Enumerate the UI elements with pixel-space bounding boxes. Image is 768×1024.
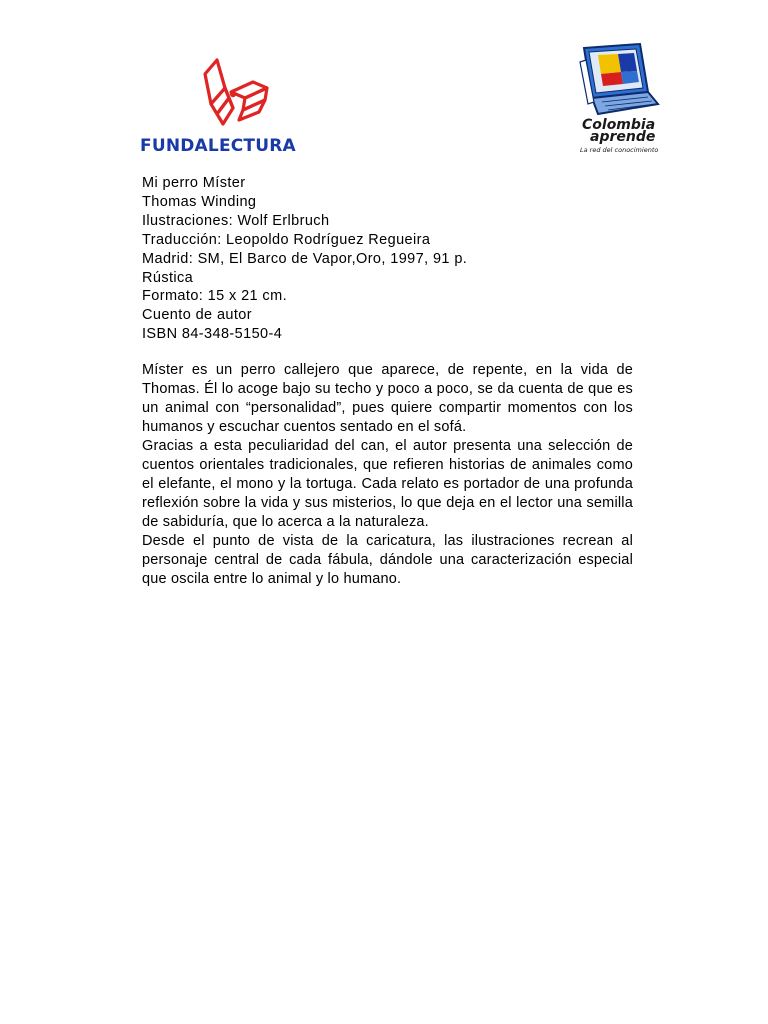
aprende-wordmark: aprende <box>590 129 656 145</box>
book-genre: Cuento de autor <box>142 307 252 324</box>
review-paragraph: Gracias a esta peculiaridad del can, el autor presenta una selección de cuentos orientales tradicionales, que refieren historias de animales como el elefante, el mono y la tortuga. Cada relato es portador de una profunda reflexión sobre la vida y sus misterios, lo que deja en el lector una semilla de sabiduría, que lo acerca a la naturaleza. <box>142 438 633 530</box>
book-title: Mi perro Míster <box>142 175 246 191</box>
open-book-icon <box>195 52 275 132</box>
book-metadata <box>142 174 632 344</box>
book-format: Formato: 15 x 21 cm. <box>142 288 287 305</box>
book-review <box>142 361 633 589</box>
colombia-aprende-logo <box>574 42 670 162</box>
review-paragraph: Míster es un perro callejero que aparece, de repente, en la vida de Thomas. Él lo acoge bajo su techo y poco a poco, se da cuenta de que es un animal con “personalidad”, pues quiere compartir momentos con los humanos y escuchar cuentos sentado en el sofá. <box>142 362 633 435</box>
fundalectura-logo <box>140 52 300 162</box>
book-binding: Rústica <box>142 269 194 286</box>
book-illustrator: Ilustraciones: Wolf Erlbruch <box>142 212 330 229</box>
laptop-icon <box>578 42 660 118</box>
book-publisher: Madrid: SM, El Barco de Vapor,Oro, 1997, 91 p. <box>142 250 468 267</box>
book-translator: Traducción: Leopoldo Rodríguez Regueira <box>142 231 431 248</box>
book-author: Thomas Winding <box>142 193 257 210</box>
book-isbn: ISBN 84-348-5150-4 <box>142 326 283 343</box>
colombia-aprende-tagline: La red del conocimiento <box>580 146 659 154</box>
fundalectura-wordmark: FUNDALECTURA <box>140 136 296 156</box>
colombia-wordmark: Colombia <box>582 117 656 133</box>
review-paragraph: Desde el punto de vista de la caricatura, las ilustraciones recrean al personaje central de cada fábula, dándole una caracterización especial que oscila entre lo animal y lo humano. <box>142 533 633 587</box>
